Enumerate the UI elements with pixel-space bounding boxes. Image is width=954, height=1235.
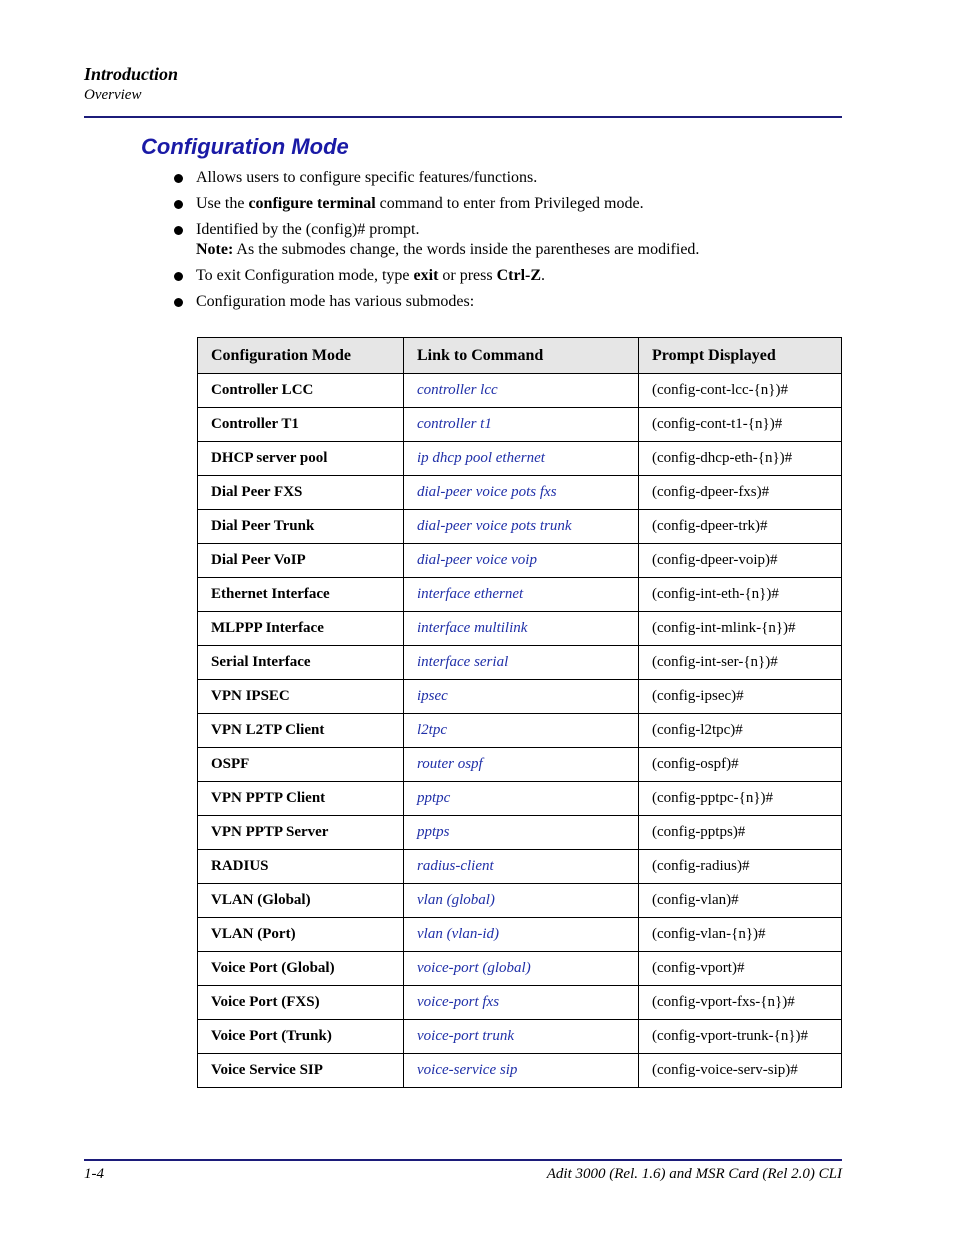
table-row xyxy=(198,952,842,986)
command-link[interactable]: dial-peer voice pots fxs xyxy=(404,476,639,510)
column-header-mode: Configuration Mode xyxy=(198,338,404,374)
configuration-mode-table xyxy=(197,337,842,1088)
table-row xyxy=(198,374,842,408)
prompt-cell: (config-pptpc-{n})# xyxy=(639,782,842,816)
table-row xyxy=(198,476,842,510)
table-row xyxy=(198,986,842,1020)
config-mode-cell: RADIUS xyxy=(198,850,404,884)
table-row xyxy=(198,680,842,714)
table-row xyxy=(198,714,842,748)
command-link[interactable]: ip dhcp pool ethernet xyxy=(404,442,639,476)
bullet-text: command to enter from Privileged mode. xyxy=(375,195,644,212)
config-mode-cell: Voice Port (FXS) xyxy=(198,986,404,1020)
bullet-icon xyxy=(174,174,183,183)
command-link[interactable]: vlan (vlan-id) xyxy=(404,918,639,952)
bullet-line xyxy=(196,168,852,188)
bullet-emphasis: exit xyxy=(413,267,439,284)
config-mode-cell: VPN PPTP Server xyxy=(198,816,404,850)
config-mode-cell: Controller LCC xyxy=(198,374,404,408)
config-mode-cell: Serial Interface xyxy=(198,646,404,680)
prompt-cell: (config-cont-lcc-{n})# xyxy=(639,374,842,408)
prompt-cell: (config-vport-trunk-{n})# xyxy=(639,1020,842,1054)
bullet-line xyxy=(196,292,852,312)
command-link[interactable]: l2tpc xyxy=(404,714,639,748)
command-link[interactable]: router ospf xyxy=(404,748,639,782)
page-number: 1-4 xyxy=(84,1166,104,1182)
table-row xyxy=(198,816,842,850)
config-mode-cell: VPN L2TP Client xyxy=(198,714,404,748)
bullet-text: To exit Configuration mode, type xyxy=(196,267,414,284)
table-row xyxy=(198,646,842,680)
bullet-text: Configuration mode has various submodes: xyxy=(196,293,475,310)
command-link[interactable]: interface serial xyxy=(404,646,639,680)
prompt-cell: (config-int-mlink-{n})# xyxy=(639,612,842,646)
prompt-cell: (config-dpeer-trk)# xyxy=(639,510,842,544)
table-row xyxy=(198,782,842,816)
bullet-text: or press xyxy=(438,267,497,284)
config-mode-cell: Voice Port (Trunk) xyxy=(198,1020,404,1054)
prompt-cell: (config-cont-t1-{n})# xyxy=(639,408,842,442)
prompt-cell: (config-dpeer-voip)# xyxy=(639,544,842,578)
prompt-cell: (config-int-eth-{n})# xyxy=(639,578,842,612)
table-row xyxy=(198,1054,842,1088)
bullet-line xyxy=(196,240,852,260)
table-row xyxy=(198,408,842,442)
bullet-text: Identified by the (config)# prompt. xyxy=(196,221,420,238)
column-header-prompt: Prompt Displayed xyxy=(639,338,842,374)
table-row xyxy=(198,544,842,578)
command-link[interactable]: controller t1 xyxy=(404,408,639,442)
table-row xyxy=(198,612,842,646)
prompt-cell: (config-vport-fxs-{n})# xyxy=(639,986,842,1020)
bullet-item xyxy=(172,220,852,260)
config-mode-cell: Dial Peer VoIP xyxy=(198,544,404,578)
command-link[interactable]: dial-peer voice voip xyxy=(404,544,639,578)
prompt-cell: (config-dpeer-fxs)# xyxy=(639,476,842,510)
bullet-line xyxy=(196,220,852,240)
command-link[interactable]: interface ethernet xyxy=(404,578,639,612)
command-link[interactable]: pptpc xyxy=(404,782,639,816)
config-mode-cell: VPN IPSEC xyxy=(198,680,404,714)
command-link[interactable]: voice-port trunk xyxy=(404,1020,639,1054)
command-link[interactable]: dial-peer voice pots trunk xyxy=(404,510,639,544)
table-header-row xyxy=(198,338,842,374)
bullet-line xyxy=(196,266,852,286)
bullet-item xyxy=(172,266,852,286)
section-title: Configuration Mode xyxy=(141,134,349,159)
config-mode-cell: VLAN (Port) xyxy=(198,918,404,952)
config-mode-cell: OSPF xyxy=(198,748,404,782)
command-link[interactable]: voice-port (global) xyxy=(404,952,639,986)
bullet-text: As the submodes change, the words inside the parentheses are modified. xyxy=(233,241,700,258)
bullet-emphasis: Note: xyxy=(196,241,234,258)
prompt-cell: (config-l2tpc)# xyxy=(639,714,842,748)
config-mode-cell: VPN PPTP Client xyxy=(198,782,404,816)
bullet-emphasis: configure terminal xyxy=(248,195,376,212)
prompt-cell: (config-dhcp-eth-{n})# xyxy=(639,442,842,476)
table-row xyxy=(198,442,842,476)
bullet-icon xyxy=(174,298,183,307)
prompt-cell: (config-ipsec)# xyxy=(639,680,842,714)
bullet-item xyxy=(172,292,852,312)
table-body xyxy=(198,374,842,1088)
table-row xyxy=(198,884,842,918)
prompt-cell: (config-pptps)# xyxy=(639,816,842,850)
bullet-text: . xyxy=(541,267,546,284)
config-mode-cell: DHCP server pool xyxy=(198,442,404,476)
running-header-title: Introduction xyxy=(84,64,179,84)
command-link[interactable]: ipsec xyxy=(404,680,639,714)
command-link[interactable]: interface multilink xyxy=(404,612,639,646)
header-rule xyxy=(84,116,842,118)
config-mode-cell: Controller T1 xyxy=(198,408,404,442)
prompt-cell: (config-radius)# xyxy=(639,850,842,884)
config-mode-cell: Dial Peer FXS xyxy=(198,476,404,510)
table-row xyxy=(198,1020,842,1054)
bullet-item xyxy=(172,168,852,188)
config-mode-cell: Voice Service SIP xyxy=(198,1054,404,1088)
bullet-text: Use the xyxy=(196,195,249,212)
command-link[interactable]: voice-service sip xyxy=(404,1054,639,1088)
table-row xyxy=(198,918,842,952)
table-row xyxy=(198,850,842,884)
bullet-text: Allows users to configure specific features/functions. xyxy=(196,169,538,186)
prompt-cell: (config-ospf)# xyxy=(639,748,842,782)
column-header-link: Link to Command xyxy=(404,338,639,374)
bullet-line xyxy=(196,194,852,214)
command-link[interactable]: voice-port fxs xyxy=(404,986,639,1020)
footer-rule xyxy=(84,1159,842,1161)
table-row xyxy=(198,748,842,782)
prompt-cell: (config-vlan-{n})# xyxy=(639,918,842,952)
bullet-icon xyxy=(174,226,183,235)
bullet-item xyxy=(172,194,852,214)
bullet-emphasis: Ctrl-Z xyxy=(496,267,542,284)
document-title: Adit 3000 (Rel. 1.6) and MSR Card (Rel 2.0) CLI xyxy=(546,1166,842,1182)
prompt-cell: (config-vlan)# xyxy=(639,884,842,918)
config-mode-cell: Ethernet Interface xyxy=(198,578,404,612)
bullet-list xyxy=(172,168,852,318)
command-link[interactable]: pptps xyxy=(404,816,639,850)
config-mode-cell: MLPPP Interface xyxy=(198,612,404,646)
command-link[interactable]: vlan (global) xyxy=(404,884,639,918)
config-mode-cell: Voice Port (Global) xyxy=(198,952,404,986)
bullet-icon xyxy=(174,200,183,209)
command-link[interactable]: controller lcc xyxy=(404,374,639,408)
prompt-cell: (config-vport)# xyxy=(639,952,842,986)
table-row xyxy=(198,510,842,544)
prompt-cell: (config-int-ser-{n})# xyxy=(639,646,842,680)
running-header-subtitle: Overview xyxy=(84,87,142,103)
bullet-icon xyxy=(174,272,183,281)
command-link[interactable]: radius-client xyxy=(404,850,639,884)
config-mode-cell: Dial Peer Trunk xyxy=(198,510,404,544)
prompt-cell: (config-voice-serv-sip)# xyxy=(639,1054,842,1088)
config-mode-cell: VLAN (Global) xyxy=(198,884,404,918)
table-row xyxy=(198,578,842,612)
